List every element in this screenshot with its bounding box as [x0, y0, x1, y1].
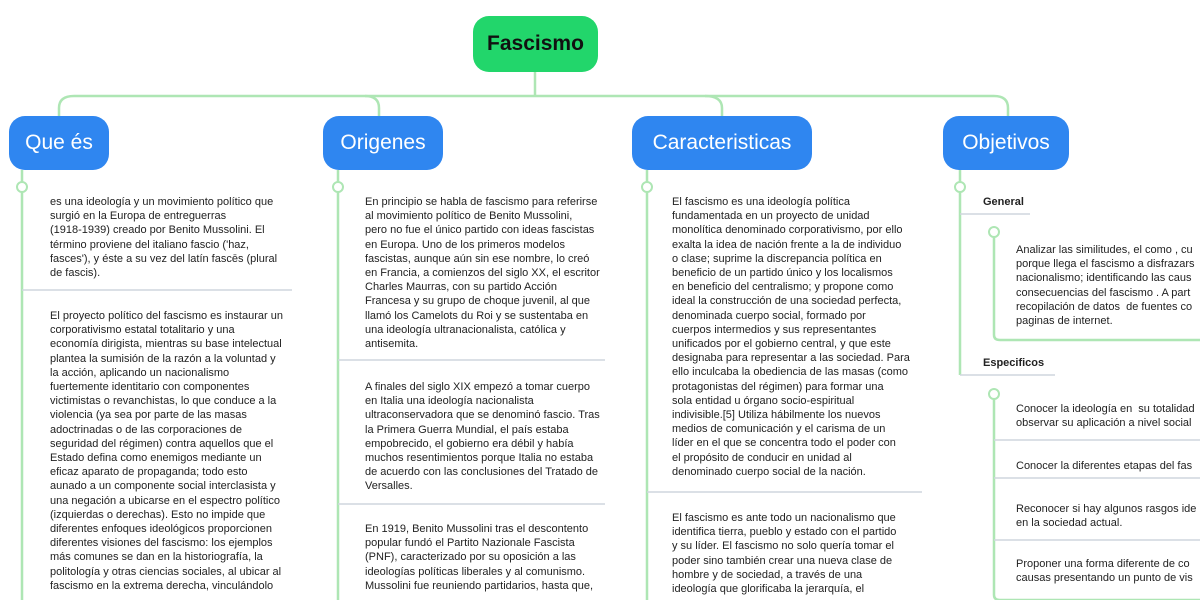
- especifico-item[interactable]: Reconocer si hay algunos rasgos ide en la sociedad actual.: [1016, 503, 1197, 530]
- especifico-item[interactable]: Conocer la diferentes etapas del fas: [1016, 460, 1193, 472]
- origenes-text-3[interactable]: En 1919, Benito Mussolini tras el descontento popular fundó el Partito Nazionale Fascista (PNF), caracterizado por su oposición a las ideologías políticas liberales y al comunismo. Mussolini fue reuniendo partidarios, hasta que,: [365, 523, 594, 592]
- category-node-que-es[interactable]: [9, 116, 109, 170]
- category-node-origenes[interactable]: [323, 116, 443, 170]
- category-label: Origenes: [340, 131, 426, 154]
- category-node-caracteristicas[interactable]: [632, 116, 812, 170]
- objetivos-general-text[interactable]: Analizar las similitudes, el como , cu porque llega el fascismo a disfrazars nacionalismo; identificando las caus consecuencias del fascismo . A part recopilación de datos de fuentes co paginas de internet.: [1016, 244, 1195, 328]
- especifico-item[interactable]: Proponer una forma diferente de co causas presentando un punto de vis: [1016, 558, 1193, 585]
- que-es-text-2[interactable]: El proyecto político del fascismo es instaurar un corporativismo estatal totalitario y una economía dirigista, mientras su base intelectual plantea la sumisión de la razón a la voluntad y la acción, aplicando un nacionalismo fuertemente identitario con componentes victimistas o revanchistas, lo que conduce a la violencia (ya sea por parte de las masas adoctrinadas o de las corporaciones de seguridad del régimen) contra aquellos que el Estado defina como enemigos mediante un eficaz aparato de propaganda; todo esto aunado a un componente social interclasista y una negación a ubicarse en el espectro político (izquierdas o derechas). Esto no impide que diferentes enfoques ideológicos proporcionen diferentes visiones del fascismo: los ejemplos más comunes se dan en la historiografía, la politología y otras ciencias sociales, al ubicar al fascismo en la extrema derecha, vinculándolo: [50, 310, 283, 592]
- caracteristicas-text-2[interactable]: El fascismo es ante todo un nacionalismo que identifica tierra, pueblo y estado con el partido y su líder. El fascismo no solo quería tomar el poder sino también crear una nueva clase de hombre y de sociedad, a través de una ideología que glorificaba la jerarquía, el: [672, 512, 897, 596]
- caracteristicas-text-1[interactable]: El fascismo es una ideología política fundamentada en un proyecto de unidad monolítica denominado corporativismo, por ello exalta la idea de nación frente a la de individuo o clase; suprime la discrepancia política en beneficio de un partido único y los localismos en beneficio del centralismo; y propone como ideal la construcción de una sociedad perfecta, denominada cuerpo social, formado por cuerpos intermedios y sus representantes unificados por el gobierno central, y que este designaba para representar a las sociedad. Para ello inculcaba la obediencia de las masas (como protagonistas del régimen) para formar una sola entidad u órgano socio-espiritual indivisible.[5] Utiliza hábilmente los nuevos medios de comunicación y el carisma de un líder en el que se concentra todo el poder con el propósito de conducir en unidad al denominado cuerpo social de la nación.: [672, 196, 910, 478]
- category-label: Caracteristicas: [652, 131, 792, 154]
- category-label: Objetivos: [962, 131, 1050, 154]
- objetivos-general-label[interactable]: General: [983, 196, 1024, 208]
- que-es-text-1[interactable]: es una ideología y un movimiento político que surgió en la Europa de entreguerras (1918-1939) creado por Benito Mussolini. El término proviene del italiano fascio ('haz, fasces'), y éste a su vez del latín fascēs (plural de fascis).: [50, 196, 278, 280]
- category-label: Que és: [25, 131, 93, 154]
- objetivos-especificos-label[interactable]: Especificos: [983, 357, 1045, 369]
- origenes-text-2[interactable]: A finales del siglo XIX empezó a tomar cuerpo en Italia una ideología nacionalista ultraconservadora que se denominó fascio. Tras la Primera Guerra Mundial, el país estaba empobrecido, el gobierno era débil y había muchos resentimientos porque Italia no estaba de acuerdo con las conclusiones del Tratado de Versalles.: [365, 381, 600, 493]
- category-node-objetivos[interactable]: [943, 116, 1069, 170]
- root-label: Fascismo: [487, 32, 584, 55]
- origenes-text-1[interactable]: En principio se habla de fascismo para referirse al movimiento político de Benito Mussolini, pero no fue el único partido con ideas fascistas en Europa. Uno de los primeros modelos fascistas, aunque aún sin ese nombre, lo creó en Francia, a comienzos del siglo XX, el escritor Charles Maurras, con su partido Acción Francesa y su grupo de choque juvenil, al que llamó los Camelots du Roi y se sustentaba en una ideología ultranacionalista, católica y antisemita.: [365, 196, 600, 351]
- root-node-fascismo[interactable]: [473, 16, 598, 72]
- especifico-item[interactable]: Conocer la ideología en su totalidad observar su aplicación a nivel social: [1016, 403, 1195, 430]
